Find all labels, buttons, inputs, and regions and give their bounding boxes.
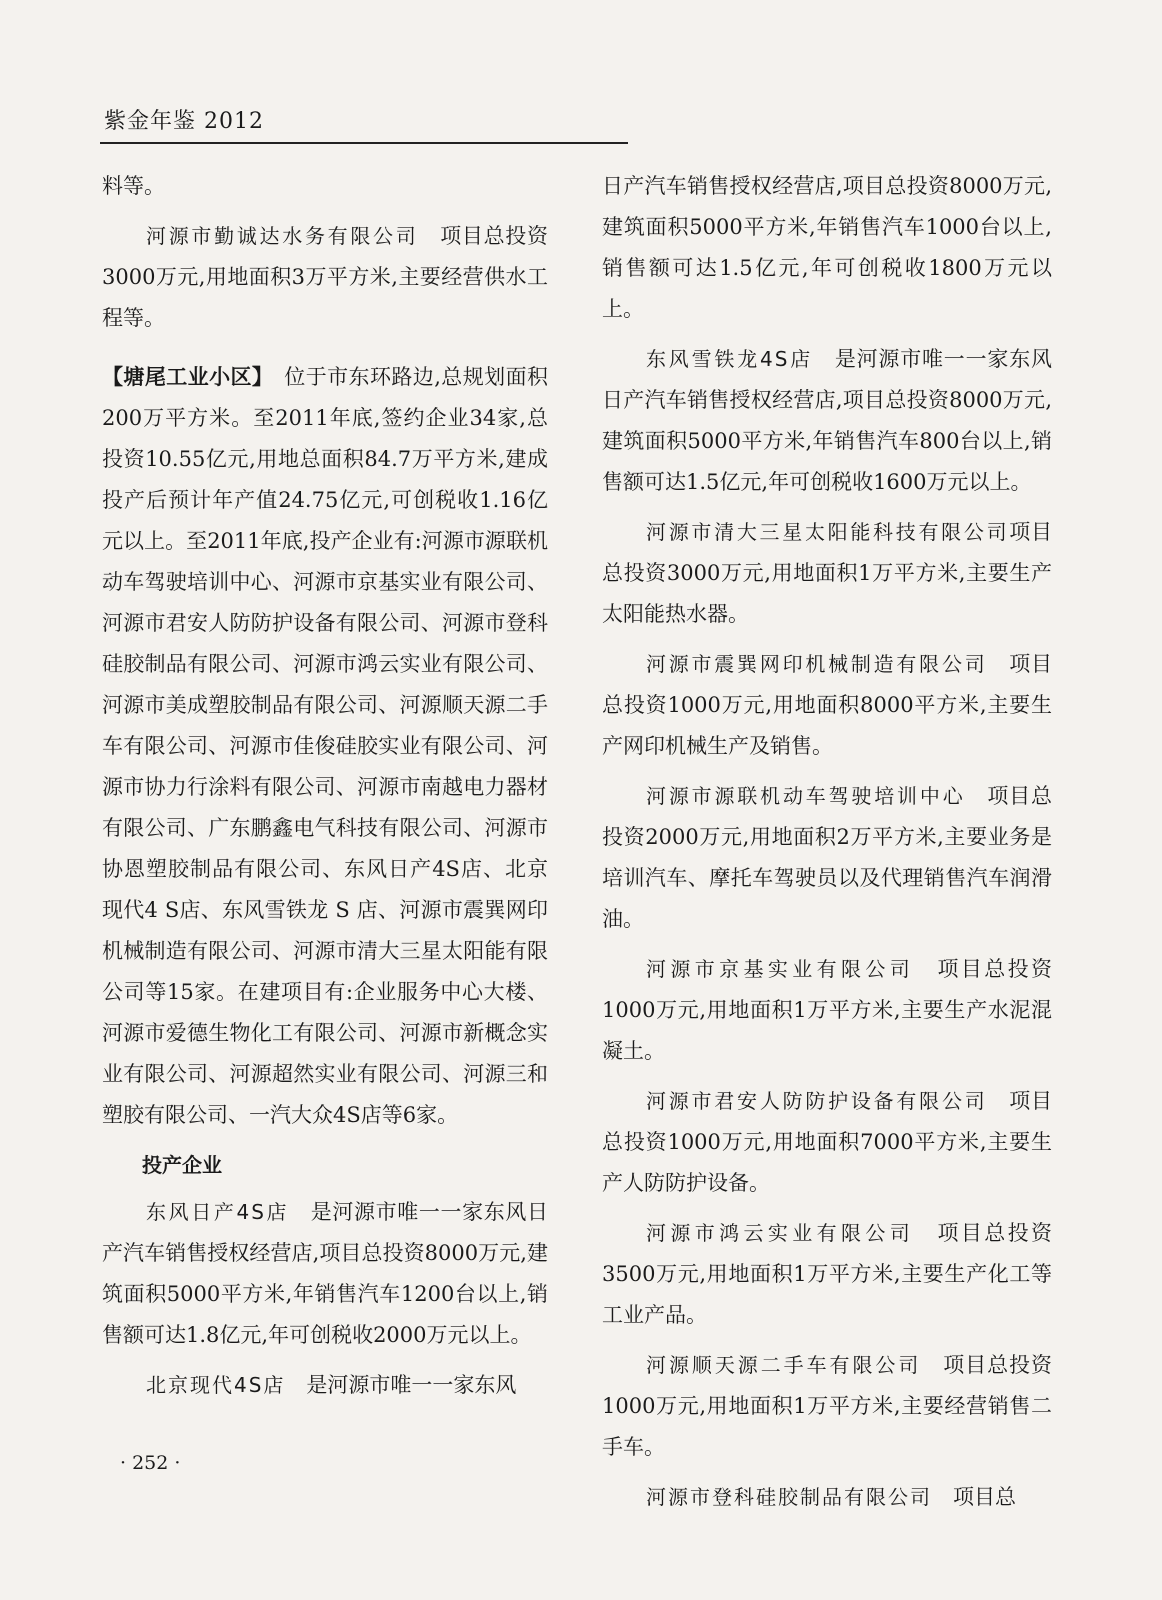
entry-body: 项目总投资1000万元,用地面积7000平方米,主要生产人防防护设备。 — [602, 1089, 1053, 1195]
entry-body: 项目总投资1000万元,用地面积1万平方米,主要生产水泥混凝土。 — [602, 957, 1052, 1063]
header-rule — [100, 142, 628, 144]
entry-paragraph — [102, 216, 548, 339]
entry-body: 是河源市唯一一家东风日产汽车销售授权经营店,项目总投资8000万元,建筑面积5000平方米,年销售汽车1200台以上,销售额可达1.8亿元,年可创税收2000万元以上。 — [102, 1200, 548, 1347]
entry-paragraph — [602, 1345, 1052, 1468]
company-name: 河源市京基实业有限公司 — [646, 957, 915, 981]
right-column — [602, 166, 1052, 1527]
entry-paragraph — [602, 1081, 1052, 1204]
entry-paragraph — [602, 512, 1052, 635]
entry-paragraph — [602, 776, 1052, 940]
page-number: · 252 · — [120, 1452, 181, 1474]
company-name: 河源顺天源二手车有限公司 — [646, 1353, 922, 1377]
entry-body: 项目总投资3000万元,用地面积3万平方米,主要经营供水工程等。 — [102, 224, 549, 330]
entry-body: 项目总投资3000万元,用地面积1万平方米,主要生产太阳能热水器。 — [602, 520, 1053, 626]
entry-paragraph — [602, 644, 1052, 767]
company-name: 河源市源联机动车驾驶培训中心 — [646, 784, 966, 808]
company-name: 东风雪铁龙4S店 — [646, 347, 814, 371]
section-body: 位于市东环路边,总规划面积200万平方米。至2011年底,签约企业34家,总投资10.55亿元,用地总面积84.7万平方米,建成投产后预计年产值24.75亿元,可创税收1.16亿元以上。至2011年底,投产企业有:河源市源联机动车驾驶培训中心、河源市京基实业有限公司、河源市君安人防防护设备有限公司、河源市登科硅胶制品有限公司、河源市鸿云实业有限公司、河源市美成塑胶制品有限公司、河源顺天源二手车有限公司、河源市佳俊硅胶实业有限公司、河源市协力行涂料有限公司、河源市南越电力器材有限公司、广东鹏鑫电气科技有限公司、河源市协恩塑胶制品有限公司、东风日产4S店、北京现代4 S店、东风雪铁龙 S 店、河源市震巽网印机械制造有限公司、河源市清大三星太阳能有限公司等15家。在建项目有:企业服务中心大楼、河源市爱德生物化工有限公司、河源市新概念实业有限公司、河源超然实业有限公司、河源三和塑胶有限公司、一汽大众4S店等6家。 — [102, 365, 548, 1127]
company-name: 北京现代4S店 — [146, 1373, 286, 1397]
company-name: 河源市鸿云实业有限公司 — [646, 1221, 915, 1245]
company-name: 河源市登科硅胶制品有限公司 — [646, 1485, 932, 1509]
company-name: 河源市君安人防防护设备有限公司 — [646, 1089, 988, 1113]
entry-body: 是河源市唯一一家东风 — [285, 1373, 517, 1397]
running-head: 紫金年鉴 2012 — [104, 109, 264, 134]
paragraph-continuation: 料等。 — [102, 174, 165, 198]
company-name: 河源市清大三星太阳能科技有限公司 — [646, 520, 1010, 544]
entry-paragraph — [602, 1213, 1052, 1336]
entry-body: 项目总投资2000万元,用地面积2万平方米,主要业务是培训汽车、摩托车驾驶员以及代理销售汽车润滑油。 — [602, 784, 1053, 931]
section-paragraph — [102, 357, 548, 1136]
left-column — [102, 166, 548, 1415]
entry-body: 项目总投资3500万元,用地面积1万平方米,主要生产化工等工业产品。 — [602, 1221, 1052, 1327]
entry-paragraph — [102, 1365, 548, 1406]
company-name: 河源市勤诚达水务有限公司 — [146, 224, 419, 248]
company-name: 东风日产4S店 — [146, 1200, 290, 1224]
entry-paragraph — [602, 1477, 1052, 1518]
entry-paragraph — [602, 949, 1052, 1072]
entry-paragraph — [102, 1192, 548, 1356]
subheading: 投产企业 — [142, 1153, 222, 1177]
company-name: 河源市震巽网印机械制造有限公司 — [646, 652, 988, 676]
section-heading: 【塘尾工业小区】 — [102, 365, 263, 389]
entry-body: 项目总 — [932, 1485, 1016, 1509]
entry-paragraph — [602, 339, 1052, 503]
entry-body: 项目总投资1000万元,用地面积1万平方米,主要经营销售二手车。 — [602, 1353, 1053, 1459]
paragraph-continuation: 日产汽车销售授权经营店,项目总投资8000万元,建筑面积5000平方米,年销售汽车1000台以上,销售额可达1.5亿元,年可创税收1800万元以上。 — [602, 174, 1052, 321]
entry-body: 是河源市唯一一家东风日产汽车销售授权经营店,项目总投资8000万元,建筑面积5000平方米,年销售汽车800台以上,销售额可达1.5亿元,年可创税收1600万元以上。 — [602, 347, 1053, 494]
entry-body: 项目总投资1000万元,用地面积8000平方米,主要生产网印机械生产及销售。 — [602, 652, 1053, 758]
